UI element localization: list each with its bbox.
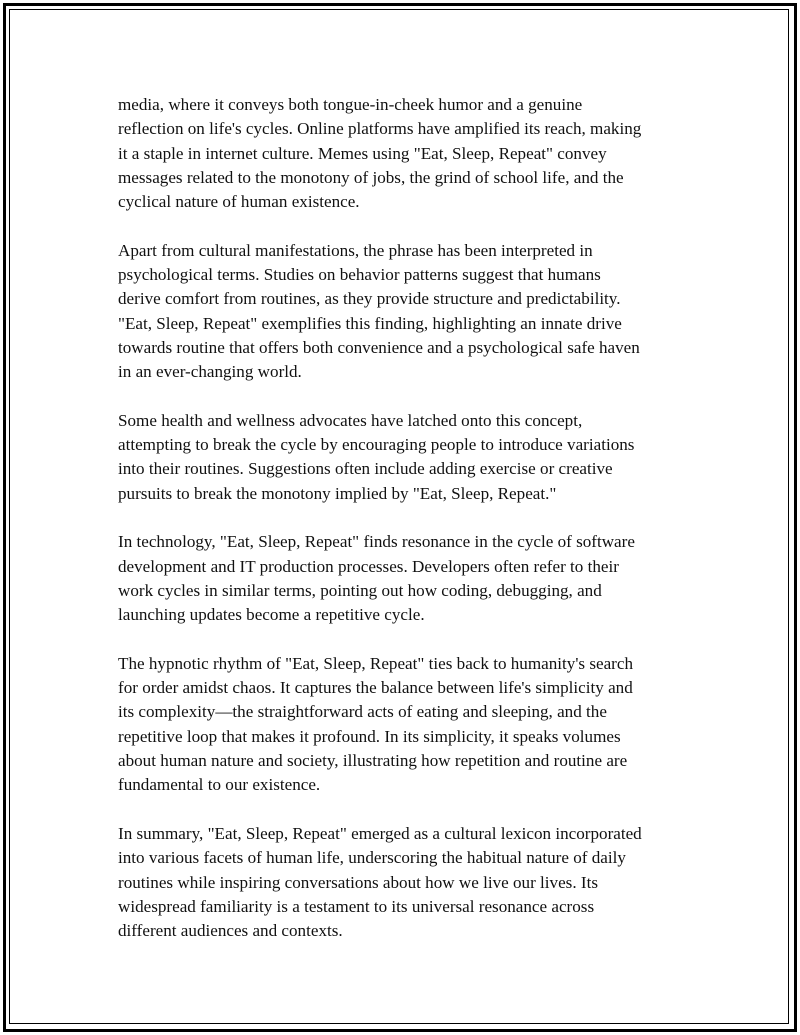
paragraph-summary: In summary, "Eat, Sleep, Repeat" emerged as a cultural lexicon incorporated into various facets of human life, underscoring the habitual nature of daily routines while inspiring conversations about how we live our lives. Its widespread familiarity is a testament to its universal resonance across different audiences and contexts. [118,823,642,941]
paragraph-rhythm: The hypnotic rhythm of "Eat, Sleep, Repeat" ties back to humanity's search for order amidst chaos. It captures the balance between life's simplicity and its complexity—the straightforward acts of eating and sleeping, and the repetitive loop that makes it profound. In its simplicity, it speaks volumes about human nature and society, illustrating how repetition and routine are fundamental to our existence. [118,653,633,795]
document-body [118,93,688,943]
paragraph-technology: In technology, "Eat, Sleep, Repeat" finds resonance in the cycle of software development and IT production processes. Developers often refer to their work cycles in similar terms, pointing out how coding, debugging, and launching updates become a repetitive cycle. [118,532,635,625]
paragraph-health-wellness: Some health and wellness advocates have latched onto this concept, attempting to break the cycle by encouraging people to introduce variations into their routines. Suggestions often include adding exercise or creative pursuits to break the monotony implied by "Eat, Sleep, Repeat." [118,410,635,503]
paragraph-psychology: Apart from cultural manifestations, the phrase has been interpreted in psychological terms. Studies on behavior patterns suggest that humans derive comfort from routines, as they provide structure and predictability. "Eat, Sleep, Repeat" exemplifies this finding, highlighting an innate drive towards routine that offers both convenience and a psychological safe haven in an ever-changing world. [118,240,640,382]
paragraph-social-media: media, where it conveys both tongue-in-cheek humor and a genuine reflection on life's cycles. Online platforms have amplified its reach, making it a staple in internet culture. Memes using "Eat, Sleep, Repeat" convey messages related to the monotony of jobs, the grind of school life, and the cyclical nature of human existence. [118,95,642,212]
